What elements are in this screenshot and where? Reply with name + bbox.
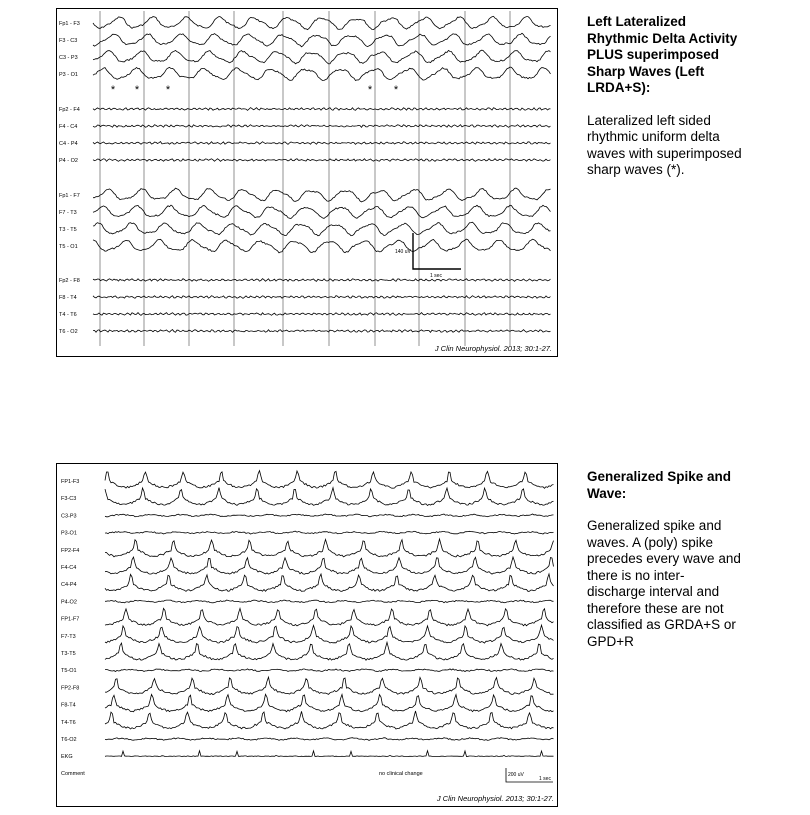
caption-gsw	[587, 469, 767, 650]
sharp-wave-marker: *	[367, 84, 373, 96]
channel-label: P3 - O1	[59, 72, 78, 78]
eeg-trace	[93, 125, 551, 128]
eeg-trace	[105, 738, 554, 741]
eeg-trace	[105, 531, 554, 534]
eeg-trace	[105, 514, 554, 517]
eeg-trace	[105, 669, 554, 672]
channel-label: T3 - T5	[59, 227, 77, 233]
channel-label: F7-T3	[61, 633, 76, 640]
eeg-trace-plot-lrda	[57, 9, 557, 356]
eeg-trace	[105, 711, 554, 729]
comment-label: Comment	[61, 771, 85, 777]
channel-label: Fp2 - F8	[59, 278, 80, 284]
sharp-wave-marker: *	[110, 84, 116, 96]
sharp-wave-marker: *	[134, 84, 140, 96]
eeg-trace	[105, 677, 554, 695]
eeg-trace-plot-gsw	[57, 464, 557, 806]
eeg-trace	[93, 50, 551, 64]
eeg-trace	[93, 16, 551, 29]
channel-label: C4 - P4	[59, 141, 78, 147]
eeg-trace	[93, 188, 551, 202]
sharp-wave-marker: *	[393, 84, 399, 96]
caption-body-gsw: Generalized spike and waves. A (poly) spike precedes every wave and there is no inter- discharge interval and therefore these are not classified as GRDA+S or GPD+R	[587, 518, 741, 649]
eeg-trace	[105, 539, 554, 557]
eeg-trace	[93, 313, 551, 316]
channel-label: F8 - T4	[59, 295, 77, 301]
channel-label: Fp1 - F7	[59, 193, 80, 199]
eeg-trace	[105, 488, 554, 506]
eeg-trace	[105, 574, 554, 592]
citation: J Clin Neurophysiol. 2013; 30:1-27.	[434, 344, 552, 353]
comment-text: no clinical change	[379, 771, 423, 777]
eeg-trace	[93, 222, 551, 236]
eeg-trace	[93, 108, 551, 111]
eeg-trace	[105, 625, 554, 643]
channel-label: T3-T5	[61, 651, 76, 657]
scale-time-label: 1 sec	[539, 776, 551, 782]
channel-label: P4-O2	[61, 599, 77, 606]
channel-label: F4 - C4	[59, 124, 78, 130]
channel-label: EKG	[61, 754, 73, 761]
channel-label: FP2-F8	[61, 685, 80, 692]
channel-label: C3 - P3	[59, 55, 78, 61]
channel-label: F3 - C3	[59, 38, 78, 44]
sharp-wave-marker: *	[165, 84, 171, 96]
channel-label: T5-O1	[61, 668, 77, 675]
eeg-figure-lrda	[56, 8, 558, 357]
eeg-trace	[105, 642, 554, 660]
eeg-trace	[93, 205, 551, 218]
caption-lrda	[587, 14, 767, 179]
caption-body-lrda: Lateralized left sided rhythmic uniform delta waves with superimposed sharp waves (*).	[587, 112, 742, 177]
eeg-trace	[105, 471, 554, 489]
channel-label: F3-C3	[61, 496, 77, 503]
channel-label: T5 - O1	[59, 244, 78, 250]
caption-title-lrda: Left Lateralized Rhythmic Delta Activity PLUS superimposed Sharp Waves (Left LRDA+S):	[587, 14, 738, 95]
channel-label: P4 - O2	[59, 158, 78, 164]
channel-label: C3-P3	[61, 513, 77, 520]
scale-voltage-label: 140 uV	[395, 249, 411, 255]
scale-time-label: 1 sec	[430, 273, 442, 279]
channel-label: F4-C4	[61, 565, 77, 571]
scale-voltage-label: 200 uV	[508, 772, 524, 778]
eeg-trace	[93, 279, 551, 282]
channel-label: T4 - T6	[59, 312, 77, 318]
channel-label: F8-T4	[61, 702, 76, 709]
channel-label: P3-O1	[61, 530, 77, 537]
channel-label: T6 - O2	[59, 329, 78, 335]
citation: J Clin Neurophysiol. 2013; 30:1-27.	[436, 794, 554, 803]
eeg-trace	[105, 608, 554, 626]
channel-label: Fp2 - F4	[59, 107, 80, 113]
eeg-trace	[93, 33, 551, 47]
channel-label: FP1-F7	[61, 616, 80, 623]
channel-label: T6-O2	[61, 737, 77, 743]
channel-label: F7 - T3	[59, 210, 77, 216]
eeg-trace	[93, 330, 551, 333]
channel-label: C4-P4	[61, 582, 77, 589]
channel-label: FP1-F3	[61, 479, 80, 485]
eeg-trace	[105, 694, 554, 712]
channel-label: Fp1 - F3	[59, 21, 80, 27]
eeg-trace	[105, 600, 554, 603]
channel-label: FP2-F4	[61, 547, 80, 554]
eeg-trace	[93, 142, 551, 145]
ekg-trace	[105, 751, 554, 757]
eeg-trace	[93, 159, 551, 162]
caption-title-gsw: Generalized Spike and Wave:	[587, 469, 732, 501]
eeg-trace	[105, 557, 554, 574]
eeg-figure-gsw	[56, 463, 558, 807]
scale-bar	[413, 233, 461, 269]
eeg-trace	[93, 239, 551, 253]
eeg-trace	[93, 296, 551, 299]
channel-label: T4-T6	[61, 719, 76, 726]
eeg-trace	[93, 67, 551, 81]
